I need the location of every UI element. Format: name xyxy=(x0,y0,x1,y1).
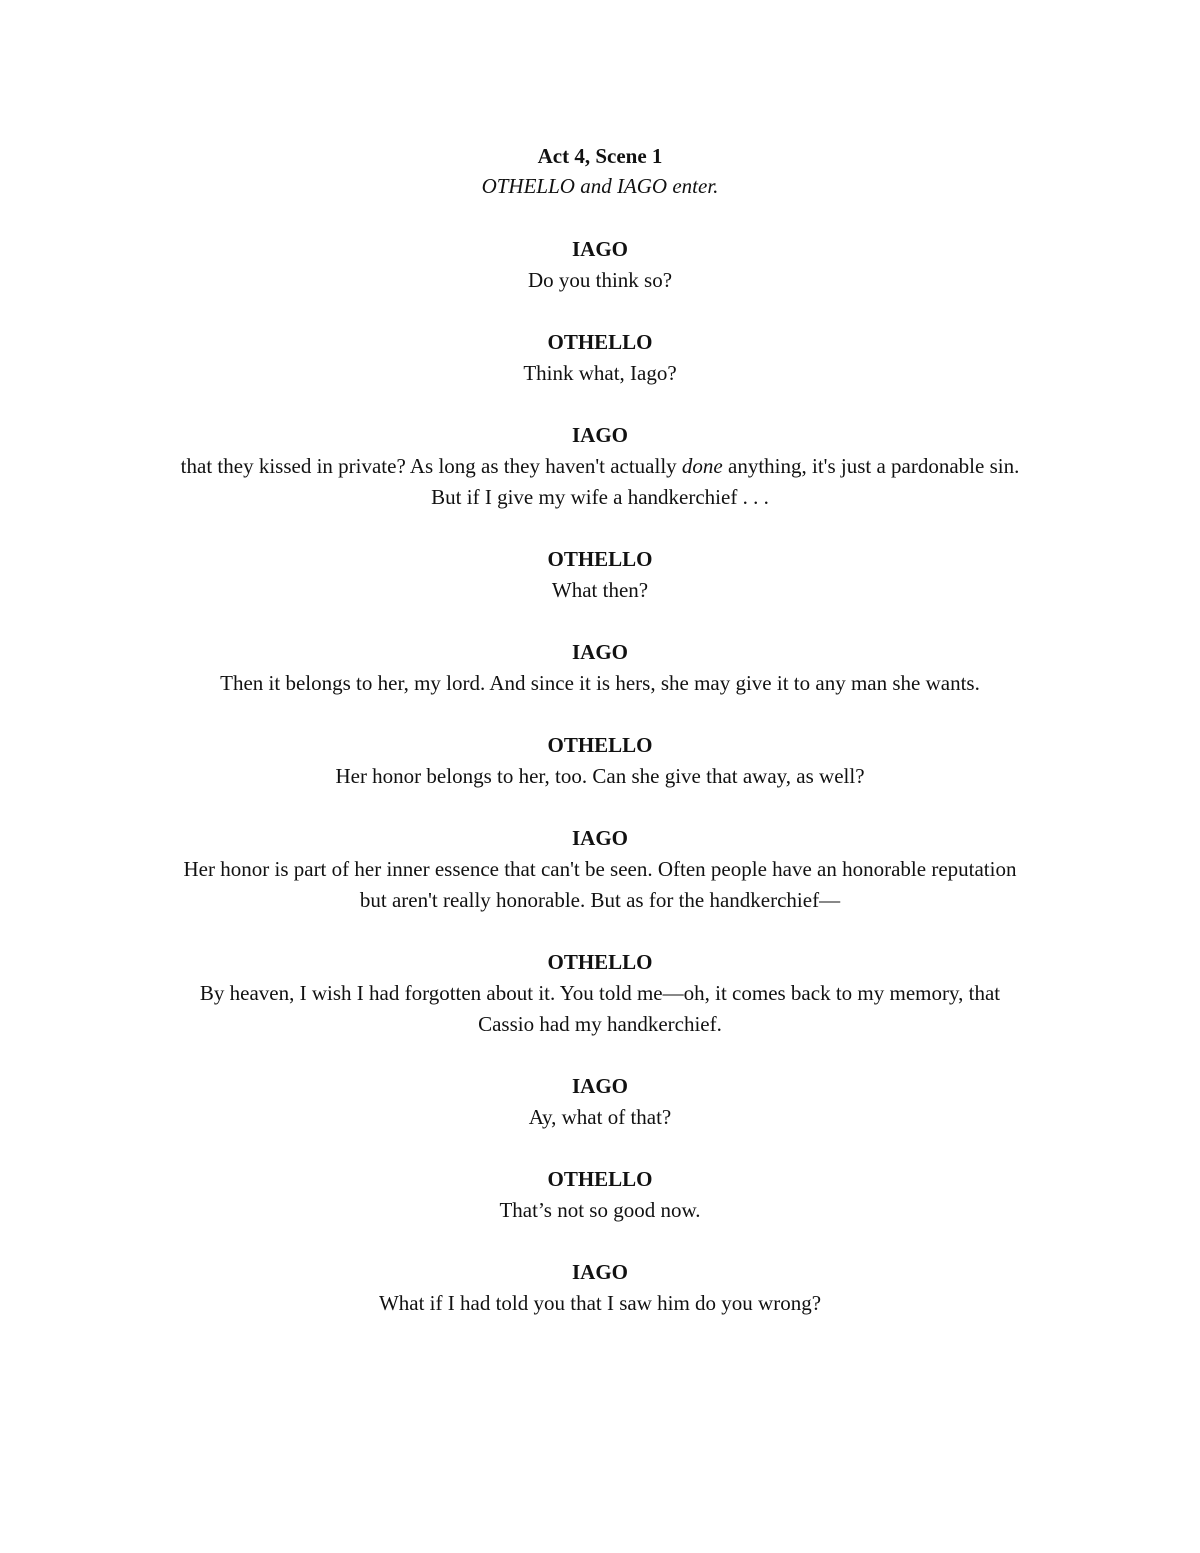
speech-block xyxy=(140,823,1060,916)
speaker-name: IAGO xyxy=(571,1260,628,1284)
speech-block xyxy=(140,637,1060,699)
emphasized-word: done xyxy=(681,454,723,478)
stage-direction: OTHELLO and IAGO enter. xyxy=(481,174,719,198)
speaker-name: OTHELLO xyxy=(547,547,653,571)
speaker-name: IAGO xyxy=(571,237,628,261)
dialogue-line: That’s not so good now. xyxy=(499,1198,701,1222)
dialogue-line: What if I had told you that I saw him do you wrong? xyxy=(378,1291,822,1315)
speaker-name: OTHELLO xyxy=(547,1167,653,1191)
dialogue-line: Her honor belongs to her, too. Can she give that away, as well? xyxy=(335,764,865,788)
speaker-name: OTHELLO xyxy=(547,330,653,354)
dialogue-line: What then? xyxy=(551,578,649,602)
speech-block xyxy=(140,1257,1060,1319)
dialogue-line: But if I give my wife a handkerchief . . . xyxy=(431,485,769,509)
speech-block xyxy=(140,420,1060,513)
speaker-name: IAGO xyxy=(571,640,628,664)
speaker-name: IAGO xyxy=(571,423,628,447)
dialogue-line: Do you think so? xyxy=(527,268,673,292)
speech-block xyxy=(140,947,1060,1040)
speech-block xyxy=(140,544,1060,606)
speaker-name: IAGO xyxy=(571,1074,628,1098)
dialogue-line: Think what, Iago? xyxy=(523,361,677,385)
scene-title: Act 4, Scene 1 xyxy=(537,144,663,168)
dialogue-line: By heaven, I wish I had forgotten about it. You told me—oh, it comes back to my memory, that xyxy=(199,981,1001,1005)
dialogue-line xyxy=(140,451,1060,482)
dialogue-body xyxy=(140,234,1060,1350)
dialogue-line: Ay, what of that? xyxy=(528,1105,672,1129)
dialogue-line: Cassio had my handkerchief. xyxy=(478,1012,722,1036)
line-text: that they kissed in private? As long as they haven't actually xyxy=(180,454,682,478)
dialogue-line: but aren't really honorable. But as for the handkerchief— xyxy=(359,888,841,912)
speech-block xyxy=(140,234,1060,296)
scene-header xyxy=(0,141,1200,201)
speech-block xyxy=(140,327,1060,389)
speaker-name: OTHELLO xyxy=(547,733,653,757)
speech-block xyxy=(140,1071,1060,1133)
speaker-name: OTHELLO xyxy=(547,950,653,974)
dialogue-line: Her honor is part of her inner essence that can't be seen. Often people have an honorable reputation xyxy=(183,857,1017,881)
speech-block xyxy=(140,730,1060,792)
speech-block xyxy=(140,1164,1060,1226)
dialogue-line: Then it belongs to her, my lord. And since it is hers, she may give it to any man she wants. xyxy=(220,671,980,695)
speaker-name: IAGO xyxy=(571,826,628,850)
line-text: anything, it's just a pardonable sin. xyxy=(722,454,1020,478)
